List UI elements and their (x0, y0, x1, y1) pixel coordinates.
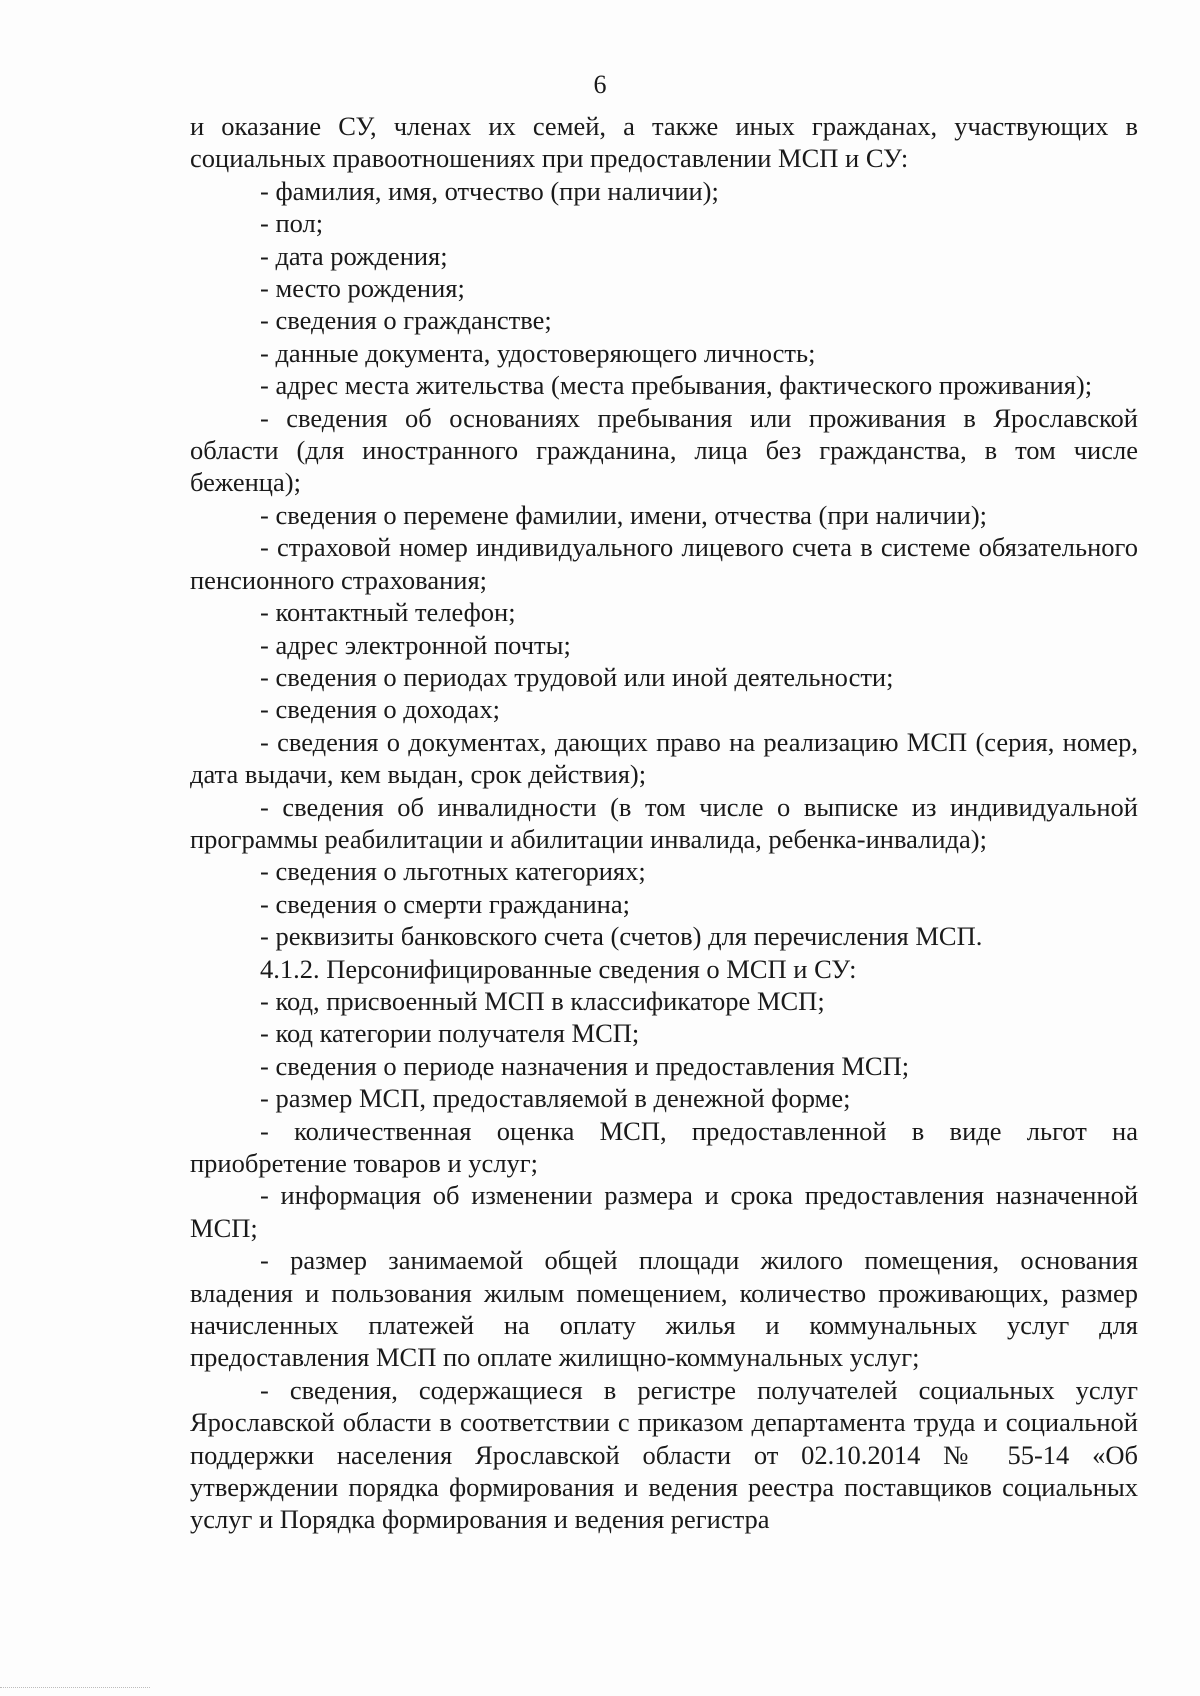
paragraph: - сведения о периодах трудовой или иной деятельности; (260, 661, 894, 692)
paragraph: - сведения, содержащиеся в регистре получателей социальных услуг Ярославской области в соответствии с приказом департамента труда и социальной поддержки населения Ярославской области от 02.10.2014 № 55-14 «Об утверждении порядка формирования и ведения реестра поставщиков социальных услуг и Порядка формирования и ведения регистра (190, 1374, 1138, 1535)
page-number: 6 (593, 70, 607, 99)
paragraph: - сведения о перемене фамилии, имени, отчества (при наличии); (260, 499, 988, 530)
paragraph: и оказание СУ, членах их семей, а также иных гражданах, участвующих в социальных правоотношениях при предоставлении МСП и СУ: (190, 111, 1138, 174)
paragraph: - сведения о льготных категориях; (260, 856, 646, 887)
paragraph: - адрес электронной почты; (260, 629, 571, 660)
paragraph: - контактный телефон; (260, 597, 516, 628)
paragraph: - информация об изменении размера и срока предоставления назначенной МСП; (190, 1180, 1138, 1243)
paragraph: - количественная оценка МСП, предоставленной в виде льгот на приобретение товаров и услуг; (190, 1115, 1138, 1178)
paragraph: - фамилия, имя, отчество (при наличии); (260, 175, 719, 206)
paragraph: 4.1.2. Персонифицированные сведения о МСП и СУ: (260, 953, 857, 984)
paragraph: - сведения об основаниях пребывания или проживания в Ярославской области (для иностранного гражданина, лица без гражданства, в том числе беженца); (190, 402, 1138, 498)
paragraph: - код, присвоенный МСП в классификаторе МСП; (260, 985, 825, 1016)
paragraph: - сведения об инвалидности (в том числе о выписке из индивидуальной программы реабилитации и абилитации инвалида, ребенка-инвалида); (190, 791, 1138, 854)
paragraph: - сведения о документах, дающих право на реализацию МСП (серия, номер, дата выдачи, кем выдан, срок действия); (190, 726, 1138, 790)
paragraph: - сведения о гражданстве; (260, 305, 552, 336)
paragraph: - размер занимаемой общей площади жилого помещения, основания владения и пользования жилым помещением, количество проживающих, размер начисленных платежей на оплату жилья и коммунальных услуг для предоставления МСП по оплате жилищно-коммунальных услуг; (190, 1245, 1138, 1373)
paragraph: - размер МСП, предоставляемой в денежной форме; (260, 1083, 851, 1114)
document-body (190, 110, 1138, 1536)
paragraph: - место рождения; (260, 273, 465, 304)
paragraph: - код категории получателя МСП; (260, 1018, 640, 1049)
paragraph: - пол; (260, 208, 324, 239)
paragraph: - страховой номер индивидуального лицевого счета в системе обязательного пенсионного страхования; (190, 532, 1138, 595)
paragraph: - дата рождения; (260, 240, 448, 271)
paragraph: - реквизиты банковского счета (счетов) для перечисления МСП. (260, 921, 983, 952)
paragraph: - сведения о смерти гражданина; (260, 888, 630, 919)
scan-edge-mark (0, 1687, 150, 1688)
paragraph: - данные документа, удостоверяющего личность; (260, 337, 816, 368)
paragraph: - сведения о периоде назначения и предоставления МСП; (260, 1050, 910, 1081)
paragraph: - сведения о доходах; (260, 694, 500, 725)
paragraph: - адрес места жительства (места пребывания, фактического проживания); (260, 370, 1093, 401)
